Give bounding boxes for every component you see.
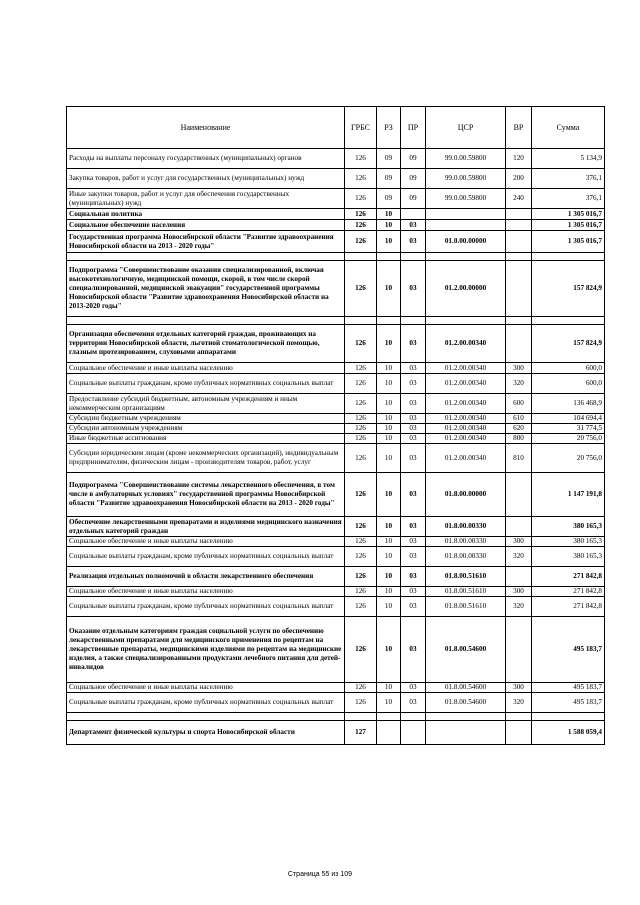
cell-vr: 300 — [506, 683, 532, 693]
cell-pr: 03 — [401, 683, 426, 693]
cell-grbs: 126 — [345, 424, 377, 434]
cell-pr: 03 — [401, 567, 426, 587]
cell-name: Субсидии бюджетным учреждениям — [67, 414, 345, 424]
cell-name: Предоставление субсидий бюджетным, автономным учреждениям и иным некоммерческим организациям — [67, 394, 345, 414]
cell-sum: 376,1 — [532, 169, 605, 189]
table-row — [67, 444, 605, 473]
cell-rz — [377, 721, 401, 745]
cell-pr: 03 — [401, 374, 426, 394]
cell-name: Иные бюджетные ассигнования — [67, 434, 345, 444]
cell-pr: 03 — [401, 231, 426, 253]
cell-rz: 10 — [377, 683, 401, 693]
cell-rz: 10 — [377, 597, 401, 617]
cell-csr: 01.2.00.00340 — [426, 434, 506, 444]
cell-vr: 320 — [506, 374, 532, 394]
table-row — [67, 189, 605, 209]
cell-name: Субсидии юридическим лицам (кроме некоммерческих организаций), индивидуальным предпринимателям, физическим лицам - производителям товаров, работ, услуг — [67, 444, 345, 473]
cell-grbs: 126 — [345, 434, 377, 444]
spacer-cell — [506, 713, 532, 721]
cell-sum: 157 824,9 — [532, 325, 605, 363]
cell-pr: 03 — [401, 517, 426, 537]
cell-name: Расходы на выплаты персоналу государственных (муниципальных) органов — [67, 149, 345, 169]
cell-rz: 10 — [377, 517, 401, 537]
cell-pr: 03 — [401, 424, 426, 434]
cell-grbs: 126 — [345, 149, 377, 169]
cell-csr: 01.0.00.00000 — [426, 231, 506, 253]
cell-vr: 320 — [506, 547, 532, 567]
table-row — [67, 374, 605, 394]
header-csr: ЦСР — [426, 107, 506, 149]
cell-sum: 1 147 191,8 — [532, 473, 605, 517]
spacer-cell — [506, 253, 532, 261]
cell-csr: 01.8.00.00330 — [426, 537, 506, 547]
spacer-cell — [67, 253, 345, 261]
spacer-cell — [67, 713, 345, 721]
table-spacer-row — [67, 713, 605, 721]
table-row — [67, 537, 605, 547]
cell-vr: 240 — [506, 189, 532, 209]
cell-pr — [401, 721, 426, 745]
cell-rz: 10 — [377, 693, 401, 713]
cell-vr — [506, 231, 532, 253]
cell-vr — [506, 261, 532, 317]
cell-grbs: 126 — [345, 394, 377, 414]
cell-csr: 01.8.00.54600 — [426, 693, 506, 713]
cell-name: Организация обеспечения отдельных категорий граждан, проживающих на территории Новосибирской области, льготной стоматологической помощью, глазным протезированием, слуховыми аппаратами — [67, 325, 345, 363]
table-row — [67, 683, 605, 693]
cell-csr: 01.8.00.51610 — [426, 597, 506, 617]
cell-name: Реализация отдельных полномочий в области лекарственного обеспечения — [67, 567, 345, 587]
cell-sum: 271 842,8 — [532, 587, 605, 597]
cell-sum: 600,0 — [532, 374, 605, 394]
cell-sum: 380 165,3 — [532, 537, 605, 547]
spacer-cell — [377, 713, 401, 721]
cell-name: Подпрограмма "Совершенствование оказания специализированной, включая высокотехнологичную, медицинской помощи, скорой, в том числе скорой специализированной, медицинской эвакуации" государственной программы Новосибирской области "Развитие здравоохранения Новосибирской области на 2013-2020 годы" — [67, 261, 345, 317]
cell-rz: 10 — [377, 220, 401, 231]
cell-name: Социальная политика — [67, 209, 345, 220]
cell-csr: 99.0.00.59800 — [426, 149, 506, 169]
cell-csr: 01.2.00.00340 — [426, 325, 506, 363]
cell-vr: 300 — [506, 363, 532, 374]
cell-vr — [506, 220, 532, 231]
table-row — [67, 261, 605, 317]
cell-csr: 99.0.00.59800 — [426, 169, 506, 189]
cell-csr: 01.8.00.00330 — [426, 547, 506, 567]
cell-sum: 271 842,8 — [532, 597, 605, 617]
cell-grbs: 126 — [345, 169, 377, 189]
cell-pr: 09 — [401, 169, 426, 189]
cell-sum: 495 183,7 — [532, 683, 605, 693]
cell-sum: 136 468,9 — [532, 394, 605, 414]
cell-vr: 800 — [506, 434, 532, 444]
cell-vr — [506, 617, 532, 683]
table-row — [67, 231, 605, 253]
spacer-cell — [426, 253, 506, 261]
cell-vr: 300 — [506, 537, 532, 547]
cell-grbs: 126 — [345, 537, 377, 547]
cell-sum: 20 756,0 — [532, 444, 605, 473]
cell-grbs: 126 — [345, 325, 377, 363]
spacer-cell — [426, 317, 506, 325]
table-row — [67, 169, 605, 189]
cell-name: Социальные выплаты гражданам, кроме публичных нормативных социальных выплат — [67, 374, 345, 394]
cell-rz: 10 — [377, 444, 401, 473]
cell-csr: 01.2.00.00340 — [426, 444, 506, 473]
cell-sum: 380 165,3 — [532, 547, 605, 567]
cell-grbs: 126 — [345, 414, 377, 424]
header-name: Наименование — [67, 107, 345, 149]
cell-csr: 01.8.00.00000 — [426, 473, 506, 517]
cell-grbs: 126 — [345, 444, 377, 473]
cell-name: Закупка товаров, работ и услуг для государственных (муниципальных) нужд — [67, 169, 345, 189]
cell-grbs: 126 — [345, 517, 377, 537]
cell-vr — [506, 473, 532, 517]
spacer-cell — [426, 713, 506, 721]
cell-vr — [506, 567, 532, 587]
header-vr: ВР — [506, 107, 532, 149]
cell-sum: 20 756,0 — [532, 434, 605, 444]
spacer-cell — [401, 713, 426, 721]
cell-pr: 03 — [401, 473, 426, 517]
cell-vr: 320 — [506, 693, 532, 713]
cell-vr — [506, 721, 532, 745]
cell-sum: 380 165,3 — [532, 517, 605, 537]
cell-rz: 10 — [377, 363, 401, 374]
cell-csr — [426, 220, 506, 231]
cell-sum: 31 774,5 — [532, 424, 605, 434]
header-rz: РЗ — [377, 107, 401, 149]
table-row — [67, 414, 605, 424]
cell-pr: 03 — [401, 414, 426, 424]
cell-rz: 10 — [377, 537, 401, 547]
cell-rz: 10 — [377, 414, 401, 424]
table-spacer-row — [67, 253, 605, 261]
spacer-cell — [532, 253, 605, 261]
cell-pr: 03 — [401, 220, 426, 231]
cell-vr: 600 — [506, 394, 532, 414]
cell-name: Департамент физической культуры и спорта Новосибирской области — [67, 721, 345, 745]
cell-pr: 03 — [401, 597, 426, 617]
cell-pr: 03 — [401, 444, 426, 473]
cell-pr: 03 — [401, 394, 426, 414]
table-row — [67, 363, 605, 374]
cell-csr: 01.2.00.00000 — [426, 261, 506, 317]
table-row — [67, 473, 605, 517]
cell-name: Социальное обеспечение и иные выплаты населению — [67, 587, 345, 597]
cell-rz: 10 — [377, 394, 401, 414]
cell-name: Государственная программа Новосибирской области "Развитие здравоохранения Новосибирской области на 2013 - 2020 годы" — [67, 231, 345, 253]
cell-rz: 10 — [377, 617, 401, 683]
cell-vr: 810 — [506, 444, 532, 473]
header-sum: Сумма — [532, 107, 605, 149]
cell-grbs: 126 — [345, 587, 377, 597]
cell-vr — [506, 325, 532, 363]
cell-csr: 01.8.00.51610 — [426, 587, 506, 597]
cell-name: Социальное обеспечение населения — [67, 220, 345, 231]
cell-csr: 01.8.00.54600 — [426, 683, 506, 693]
table-row — [67, 325, 605, 363]
table-row — [67, 149, 605, 169]
cell-csr: 01.2.00.00340 — [426, 424, 506, 434]
cell-grbs: 126 — [345, 261, 377, 317]
table-row — [67, 209, 605, 220]
table-row — [67, 597, 605, 617]
table-row — [67, 587, 605, 597]
cell-name: Социальные выплаты гражданам, кроме публичных нормативных социальных выплат — [67, 693, 345, 713]
cell-pr: 03 — [401, 547, 426, 567]
cell-name: Социальные выплаты гражданам, кроме публичных нормативных социальных выплат — [67, 547, 345, 567]
cell-sum: 5 134,9 — [532, 149, 605, 169]
spacer-cell — [377, 253, 401, 261]
cell-sum: 1 305 016,7 — [532, 220, 605, 231]
cell-rz: 09 — [377, 169, 401, 189]
cell-sum: 600,0 — [532, 363, 605, 374]
table-row — [67, 547, 605, 567]
cell-sum: 1 588 059,4 — [532, 721, 605, 745]
cell-vr: 120 — [506, 149, 532, 169]
cell-pr: 03 — [401, 617, 426, 683]
cell-vr: 320 — [506, 597, 532, 617]
cell-sum: 104 694,4 — [532, 414, 605, 424]
cell-pr: 03 — [401, 537, 426, 547]
table-row — [67, 220, 605, 231]
cell-csr — [426, 721, 506, 745]
cell-name: Социальное обеспечение и иные выплаты населению — [67, 363, 345, 374]
cell-csr: 99.0.00.59800 — [426, 189, 506, 209]
cell-sum: 1 305 016,7 — [532, 231, 605, 253]
cell-pr — [401, 209, 426, 220]
cell-sum: 157 824,9 — [532, 261, 605, 317]
cell-vr — [506, 517, 532, 537]
table-row — [67, 567, 605, 587]
cell-rz: 10 — [377, 325, 401, 363]
cell-name: Иные закупки товаров, работ и услуг для обеспечения государственных (муниципальных) нужд — [67, 189, 345, 209]
cell-pr: 09 — [401, 149, 426, 169]
cell-rz: 10 — [377, 261, 401, 317]
cell-rz: 10 — [377, 567, 401, 587]
table-row — [67, 517, 605, 537]
cell-rz: 10 — [377, 424, 401, 434]
cell-grbs: 126 — [345, 547, 377, 567]
cell-name: Социальное обеспечение и иные выплаты населению — [67, 537, 345, 547]
cell-sum: 1 305 016,7 — [532, 209, 605, 220]
cell-csr: 01.2.00.00340 — [426, 363, 506, 374]
cell-name: Социальное обеспечение и иные выплаты населению — [67, 683, 345, 693]
cell-csr: 01.2.00.00340 — [426, 374, 506, 394]
cell-grbs: 126 — [345, 693, 377, 713]
table-row — [67, 721, 605, 745]
cell-csr: 01.2.00.00340 — [426, 394, 506, 414]
spacer-cell — [532, 713, 605, 721]
cell-rz: 10 — [377, 231, 401, 253]
table-header-row — [67, 107, 605, 149]
table-body — [67, 149, 605, 745]
table-row — [67, 434, 605, 444]
cell-grbs: 126 — [345, 189, 377, 209]
cell-name: Субсидии автономным учреждениям — [67, 424, 345, 434]
cell-csr: 01.8.00.54600 — [426, 617, 506, 683]
cell-rz: 09 — [377, 189, 401, 209]
cell-sum: 271 842,8 — [532, 567, 605, 587]
cell-csr: 01.2.00.00340 — [426, 414, 506, 424]
cell-rz: 09 — [377, 149, 401, 169]
table-row — [67, 424, 605, 434]
cell-grbs: 126 — [345, 567, 377, 587]
spacer-cell — [506, 317, 532, 325]
header-pr: ПР — [401, 107, 426, 149]
table-row — [67, 394, 605, 414]
spacer-cell — [67, 317, 345, 325]
cell-name: Подпрограмма "Совершенствование системы лекарственного обеспечения, в том числе в амбулаторных условиях" государственной программы Новосибирской области "Развитие здравоохранения Новосибирской области на 2013 - 2020 годы" — [67, 473, 345, 517]
cell-pr: 03 — [401, 587, 426, 597]
cell-rz: 10 — [377, 473, 401, 517]
cell-name: Социальные выплаты гражданам, кроме публичных нормативных социальных выплат — [67, 597, 345, 617]
cell-pr: 09 — [401, 189, 426, 209]
cell-pr: 03 — [401, 325, 426, 363]
cell-vr: 300 — [506, 587, 532, 597]
cell-grbs: 126 — [345, 597, 377, 617]
cell-grbs: 126 — [345, 209, 377, 220]
cell-grbs: 126 — [345, 473, 377, 517]
spacer-cell — [345, 253, 377, 261]
cell-rz: 10 — [377, 434, 401, 444]
cell-csr: 01.8.00.51610 — [426, 567, 506, 587]
spacer-cell — [401, 317, 426, 325]
cell-vr: 610 — [506, 414, 532, 424]
cell-rz: 10 — [377, 374, 401, 394]
cell-name: Оказание отдельным категориям граждан социальной услуги по обеспечению лекарственными препаратами для медицинского применения по рецептам на лекарственные препараты, медицинскими изделиями по рецептам на медицинские изделия, а также специализированными продуктами лечебного питания для детей-инвалидов — [67, 617, 345, 683]
cell-pr: 03 — [401, 434, 426, 444]
page-footer: Страница 55 из 109 — [287, 871, 353, 878]
spacer-cell — [401, 253, 426, 261]
cell-pr: 03 — [401, 363, 426, 374]
cell-rz: 10 — [377, 209, 401, 220]
cell-grbs: 126 — [345, 683, 377, 693]
cell-grbs: 126 — [345, 374, 377, 394]
cell-csr: 01.8.00.00330 — [426, 517, 506, 537]
table-spacer-row — [67, 317, 605, 325]
spacer-cell — [345, 317, 377, 325]
cell-csr — [426, 209, 506, 220]
budget-table — [66, 106, 605, 745]
cell-grbs: 127 — [345, 721, 377, 745]
header-grbs: ГРБС — [345, 107, 377, 149]
cell-vr — [506, 209, 532, 220]
cell-pr: 03 — [401, 261, 426, 317]
cell-pr: 03 — [401, 693, 426, 713]
cell-grbs: 126 — [345, 231, 377, 253]
cell-grbs: 126 — [345, 617, 377, 683]
cell-rz: 10 — [377, 587, 401, 597]
table-row — [67, 617, 605, 683]
cell-sum: 376,1 — [532, 189, 605, 209]
spacer-cell — [345, 713, 377, 721]
cell-rz: 10 — [377, 547, 401, 567]
cell-sum: 495 183,7 — [532, 693, 605, 713]
cell-vr: 200 — [506, 169, 532, 189]
spacer-cell — [532, 317, 605, 325]
cell-vr: 620 — [506, 424, 532, 434]
cell-grbs: 126 — [345, 220, 377, 231]
spacer-cell — [377, 317, 401, 325]
cell-grbs: 126 — [345, 363, 377, 374]
table-row — [67, 693, 605, 713]
cell-name: Обеспечение лекарственными препаратами и изделиями медицинского назначения отдельных категорий граждан — [67, 517, 345, 537]
cell-sum: 495 183,7 — [532, 617, 605, 683]
